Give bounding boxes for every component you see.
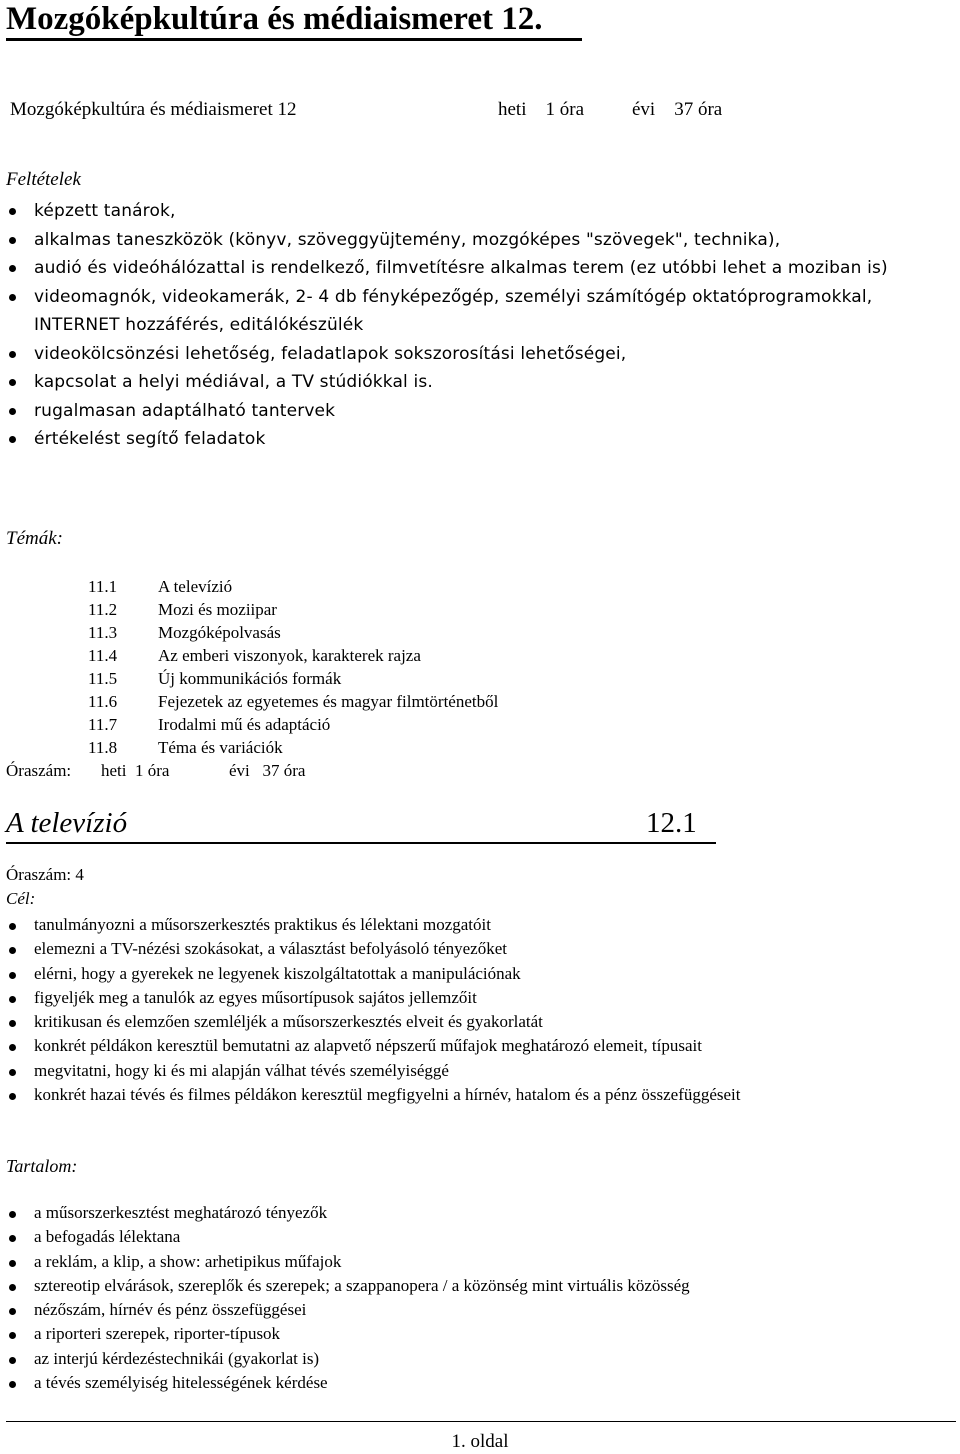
condition-item: videomagnók, videokamerák, 2- 4 db fényképezőgép, személyi számítógép oktatóprogramokkal, INTERNET hozzáférés, editálókészülék [0,283,950,340]
topic-title: Irodalmi mű és adaptáció [158,715,331,734]
bullet-icon [9,351,16,358]
goal-item: figyeljék meg a tanulók az egyes műsortípusok sajátos jellemzőit [0,986,950,1010]
goal-item: konkrét hazai tévés és filmes példákon keresztül megfigyelni a hírnév, hatalom és a pénz összefüggéseit [0,1083,950,1107]
condition-item: értékelést segítő feladatok [0,425,950,454]
condition-item: rugalmasan adaptálható tantervek [0,397,950,426]
bullet-icon [9,1381,16,1388]
bullet-icon [9,265,16,272]
bullet-icon [9,1069,16,1076]
bullet-icon [9,1211,16,1218]
bullet-icon [9,996,16,1003]
content-item: az interjú kérdezéstechnikái (gyakorlat is) [0,1347,950,1371]
bullet-icon [9,1357,16,1364]
hours-yearly: évi 37 óra [229,761,306,780]
topics-list [88,575,498,759]
content-item: a műsorszerkesztést meghatározó tényezők [0,1201,950,1225]
topic-title: Mozgóképolvasás [158,623,281,642]
topic-number: 11.1 [88,577,118,596]
conditions-heading: Feltételek [6,169,81,190]
topic-title: Mozi és moziipar [158,600,277,619]
footer-divider [6,1421,956,1422]
hours-label: Óraszám: [6,761,72,780]
bullet-icon [9,1332,16,1339]
bullet-icon [9,947,16,954]
topic-row [88,621,498,644]
bullet-icon [9,208,16,215]
condition-item: audió és videóhálózattal is rendelkező, filmvetítésre alkalmas terem (ez utóbbi lehet a moziban is) [0,254,950,283]
topic-row [88,575,498,598]
topic-number: 11.7 [88,715,118,734]
content-list [0,1201,950,1395]
bullet-icon [9,294,16,301]
topic-title: Téma és variációk [158,738,283,757]
topic-title: Fejezetek az egyetemes és magyar filmtörténetből [158,692,499,711]
yearly-hours: évi 37 óra [632,99,723,120]
section-hours: Óraszám: 4 [6,865,84,884]
topic-number: 11.8 [88,738,118,757]
topic-title: A televízió [158,577,233,596]
bullet-icon [9,436,16,443]
content-item: a tévés személyiség hitelességének kérdése [0,1371,950,1395]
content-item: sztereotip elvárások, szereplők és szerepek; a szappanopera / a közönség mint virtuális közösség [0,1274,950,1298]
condition-item: videokölcsönzési lehetőség, feladatlapok sokszorosítási lehetőségei, [0,340,950,369]
topic-title: Új kommunikációs formák [158,669,342,688]
content-item: nézőszám, hírnév és pénz összefüggései [0,1298,950,1322]
content-item: a riporteri szerepek, riporter-típusok [0,1322,950,1346]
topic-row [88,598,498,621]
bullet-icon [9,923,16,930]
goals-list [0,913,950,1107]
topic-row [88,690,498,713]
condition-item: képzett tanárok, [0,197,950,226]
weekly-hours: heti 1 óra [498,99,585,120]
bullet-icon [9,1308,16,1315]
hours-weekly: heti 1 óra [101,761,170,780]
goal-heading: Cél: [6,889,36,908]
condition-item: alkalmas taneszközök (könyv, szöveggyüjtemény, mozgóképes "szövegek", technika), [0,226,950,255]
content-item: a reklám, a klip, a show: arhetipikus műfajok [0,1250,950,1274]
topics-heading: Témák: [6,528,63,549]
hours-line [6,759,305,783]
page-title: Mozgóképkultúra és médiaismeret 12. [6,0,582,41]
bullet-icon [9,1284,16,1291]
goal-item: megvitatni, hogy ki és mi alapján válhat tévés személyiséggé [0,1059,950,1083]
topic-row [88,667,498,690]
bullet-icon [9,1044,16,1051]
conditions-list [0,197,950,454]
bullet-icon [9,379,16,386]
goal-item: elemezni a TV-nézési szokásokat, a választást befolyásoló tényezőket [0,937,950,961]
content-heading: Tartalom: [6,1156,78,1176]
goal-item: elérni, hogy a gyerekek ne legyenek kiszolgáltatottak a manipulációnak [0,962,950,986]
topic-row [88,644,498,667]
topic-number: 11.5 [88,669,118,688]
bullet-icon [9,972,16,979]
goal-item: kritikusan és elemzően szemléljék a műsorszerkesztés elveit és gyakorlatát [0,1010,950,1034]
topic-row [88,713,498,736]
topic-number: 11.4 [88,646,118,665]
goal-item: tanulmányozni a műsorszerkesztés praktikus és lélektani mozgatóit [0,913,950,937]
topic-number: 11.2 [88,600,118,619]
bullet-icon [9,408,16,415]
goal-item: konkrét példákon keresztül bemutatni az alapvető népszerű műfajok meghatározó elemeit, típusait [0,1034,950,1058]
subject-name: Mozgóképkultúra és médiaismeret 12 [10,99,297,120]
bullet-icon [9,1235,16,1242]
section-title: A televízió [6,807,128,839]
topic-number: 11.6 [88,692,118,711]
bullet-icon [9,1020,16,1027]
condition-item: kapcsolat a helyi médiával, a TV stúdiókkal is. [0,368,950,397]
topic-number: 11.3 [88,623,118,642]
section-number: 12.1 [646,807,697,839]
bullet-icon [9,1093,16,1100]
topic-title: Az emberi viszonyok, karakterek rajza [158,646,421,665]
section-heading [6,806,716,844]
topic-row [88,736,498,759]
bullet-icon [9,237,16,244]
page-number: 1. oldal [451,1431,509,1452]
content-item: a befogadás lélektana [0,1225,950,1249]
bullet-icon [9,1260,16,1267]
